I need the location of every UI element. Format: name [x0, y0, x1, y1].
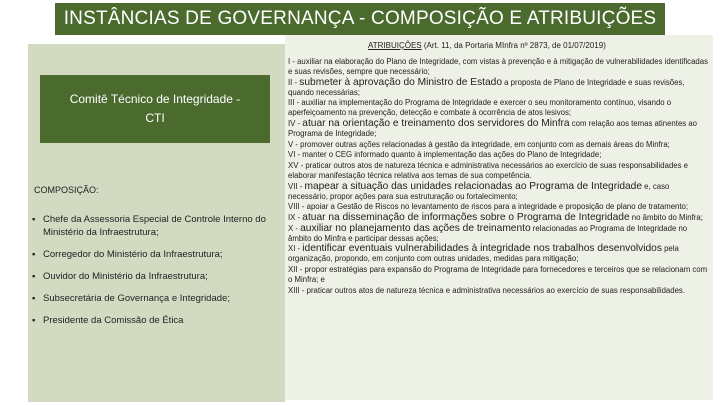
committee-acronym: CTI	[145, 111, 165, 125]
attribution-item: XIII - praticar outros atos de natureza técnica e administrativa necessários ao exercício de suas responsabilidades.	[288, 285, 685, 295]
attribution-item: X - auxiliar no planejamento das ações de treinamento relacionadas ao Programa de Integridade no âmbito do Minfra e participar dessas ações;	[288, 222, 688, 243]
attribution-item: I - auxiliar na elaboração do Plano de Integridade, com vistas à prevenção e à mitigação de vulnerabilidades identificadas e suas revisões, sempre que necessário;	[288, 57, 708, 77]
bullet-icon: ▪	[32, 315, 36, 326]
attribution-item: IV - atuar na orientação e treinamento dos servidores do Minfra com relação aos temas atinentes ao Programa de Integridade;	[288, 118, 698, 139]
attribution-item: VI - manter o CEG informado quanto à implementação das ações do Plano de Integridade;	[288, 150, 602, 160]
committee-name: Comitê Técnico de Integridade -	[69, 92, 241, 106]
committee-box	[40, 75, 270, 143]
attributions-header	[368, 41, 606, 50]
composition-label: COMPOSIÇÃO:	[34, 185, 99, 195]
attribution-item: XV - praticar outros atos de natureza técnica e administrativa necessários ao exercício de suas responsabilidades e elaborar manifestação técnica relativa aos temas de sua competência.	[288, 160, 689, 181]
attribution-item: V - promover outras ações relacionadas à gestão da integridade, em conjunto com as demais áreas do Minfra;	[288, 139, 670, 149]
list-item: ▪ Corregedor do Ministério da Infraestrutura;	[32, 249, 223, 260]
attribution-item: VIII - apoiar a Gestão de Riscos no levantamento de riscos para a integridade e proposição de plano de tratamento;	[288, 202, 689, 212]
bullet-icon: ▪	[32, 293, 36, 304]
attribution-item: II - submeter à aprovação do Ministro de Estado a proposta de Plano de Integridade e suas revisões, quando necessárias;	[288, 76, 685, 97]
attribution-item: VII - mapear a situação das unidades relacionadas ao Programa de Integridade e, caso necessário, propor ações para sua estruturação ou fortalecimento;	[288, 180, 670, 201]
bullet-icon: ▪	[32, 271, 36, 282]
attribution-item: IX - atuar na disseminação de informações sobre o Programa de Integridade no âmbito do Minfra;	[288, 211, 703, 223]
list-item: ▪ Presidente da Comissão de Ética	[32, 315, 184, 326]
page-title: INSTÂNCIAS DE GOVERNANÇA - COMPOSIÇÃO E ATRIBUIÇÕES	[55, 3, 665, 35]
list-item: ▪ Chefe da Assessoria Especial de Controle Interno do Ministério da Infraestrutura;	[32, 214, 266, 238]
attribution-item: III - auxiliar na implementação do Programa de Integridade e exercer o seu monitoramento contínuo, visando o aperfeiçoamento na prevenção, detecção e combate à ocorrência de atos lesivos;	[288, 98, 672, 118]
bullet-icon: ▪	[32, 214, 36, 225]
attribution-item: XI - identificar eventuais vulnerabilidades à integridade nos trabalhos desenvolvidos pela organização, propondo, em conjunto com outras unidades, medidas para mitigação;	[288, 243, 679, 264]
attributions-label: ATRIBUIÇÕES	[368, 41, 422, 50]
member-list	[32, 213, 280, 336]
bullet-icon: ▪	[32, 249, 36, 260]
list-item: ▪ Subsecretária de Governança e Integridade;	[32, 293, 230, 304]
attributions-list	[288, 57, 711, 296]
attributions-reference: (Art. 11, da Portaria MInfra nº 2873, de 01/07/2019)	[421, 41, 606, 50]
attribution-item: XII - propor estratégias para expansão do Programa de Integridade para fornecedores e terceiros que se relacionam com o Minfra; e	[288, 264, 708, 284]
list-item: ▪ Ouvidor do Ministério da Infraestrutura;	[32, 271, 208, 282]
